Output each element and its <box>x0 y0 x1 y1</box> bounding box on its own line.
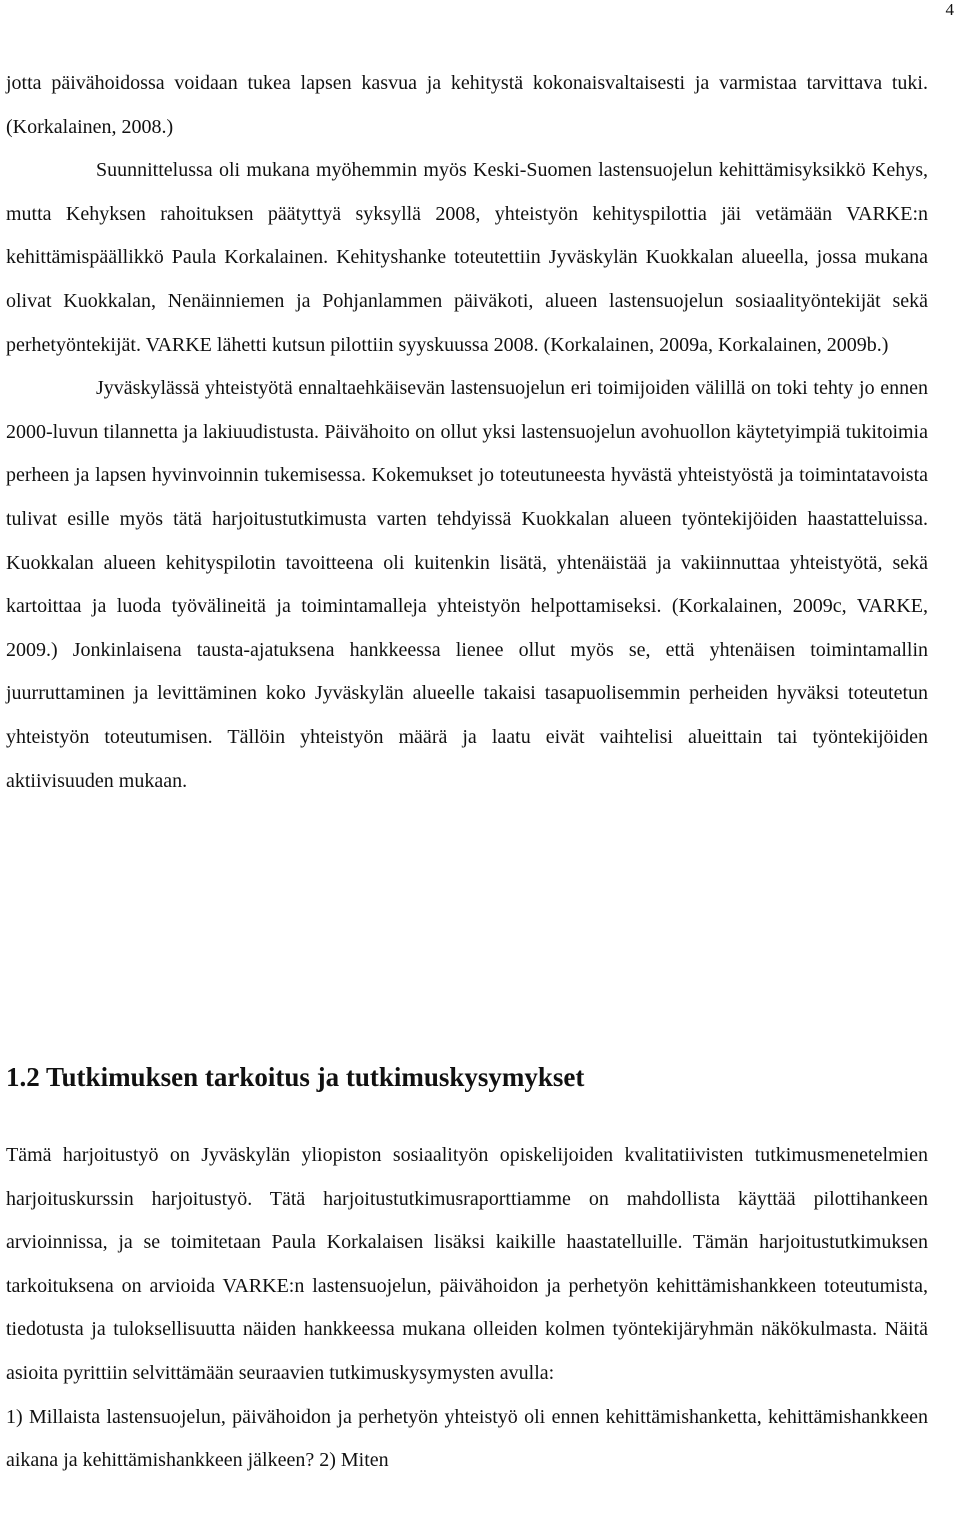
paragraph: Suunnittelussa oli mukana myöhemmin myös Keski-Suomen lastensuojelun kehittämisyksikkö Kehys, mutta Kehyksen rahoituksen päätyttyä syksyllä 2008, yhteistyön kehityspilottia jäi vetämään VARKE:n kehittämispäällikkö Paula Korkalainen. Kehityshanke toteutettiin Jyväskylän Kuokkalan alueella, jossa mukana olivat Kuokkalan, Nenäinniemen ja Pohjanlammen päiväkoti, alueen lastensuojelun sosiaalityöntekijät sekä perhetyöntekijät. VARKE lähetti kutsun pilottiin syyskuussa 2008. (Korkalainen, 2009a, Korkalainen, 2009b.) <box>6 159 928 356</box>
paragraph: 1) Millaista lastensuojelun, päivähoidon ja perhetyön yhteistyö oli ennen kehittämishanketta, kehittämishankkeen aikana ja kehittämishankkeen jälkeen? 2) Miten <box>6 1405 928 1472</box>
page-number: 4 <box>945 0 954 19</box>
body-text-before-heading <box>6 62 928 803</box>
body-text-after-heading <box>6 1134 928 1483</box>
section-heading: 1.2 Tutkimuksen tarkoitus ja tutkimuskysymykset <box>6 1062 585 1092</box>
paragraph: Jyväskylässä yhteistyötä ennaltaehkäisevän lastensuojelun eri toimijoiden välillä on toki tehty jo ennen 2000-luvun tilannetta ja lakiuudistusta. Päivähoito on ollut yksi lastensuojelun avohuollon käytetyimpiä tukitoimia perheen ja lapsen hyvinvoinnin tukemisessa. Kokemukset jo toteutuneesta hyvästä yhteistyöstä ja toimintatavoista tulivat esille myös tätä harjoitustutkimusta varten tehdyissä Kuokkalan alueen työntekijöiden haastatteluissa. Kuokkalan alueen kehityspilotin tavoitteena oli kuitenkin lisätä, yhtenäistää ja vakiinnuttaa yhteistyötä, sekä kartoittaa ja luoda työvälineitä ja toimintamalleja yhteistyön helpottamiseksi. (Korkalainen, 2009c, VARKE, 2009.) Jonkinlaisena tausta-ajatuksena hankkeessa lienee ollut myös se, että yhtenäisen toimintamallin juurruttaminen ja levittäminen koko Jyväskylän alueelle takaisi tasapuolisemmin perheiden hyväksi toteutetun yhteistyön toteutumisen. Tällöin yhteistyön määrä ja laatu eivät vaihtelisi alueittain tai työntekijöiden aktiivisuuden mukaan. <box>6 377 928 792</box>
paragraph: jotta päivähoidossa voidaan tukea lapsen kasvua ja kehitystä kokonaisvaltaisesti ja varmistaa tarvittava tuki. (Korkalainen, 2008.) <box>6 72 928 138</box>
paragraph: Tämä harjoitustyö on Jyväskylän yliopiston sosiaalityön opiskelijoiden kvalitatiivisten tutkimusmenetelmien harjoituskurssin harjoitustyö. Tätä harjoitustutkimusraporttiamme on mahdollista käyttää pilottihankeen arvioinnissa, ja se toimitetaan Paula Korkalaisen lisäksi kaikille haastatelluille. Tämän harjoitustutkimuksen tarkoituksena on arvioida VARKE:n lastensuojelun, päivähoidon ja perhetyön kehittämishankkeen toteutumista, tiedotusta ja tuloksellisuutta näiden hankkeessa mukana olleiden kolmen työntekijäryhmän näkökulmasta. Näitä asioita pyrittiin selvittämään seuraavien tutkimuskysymysten avulla: <box>6 1144 928 1384</box>
